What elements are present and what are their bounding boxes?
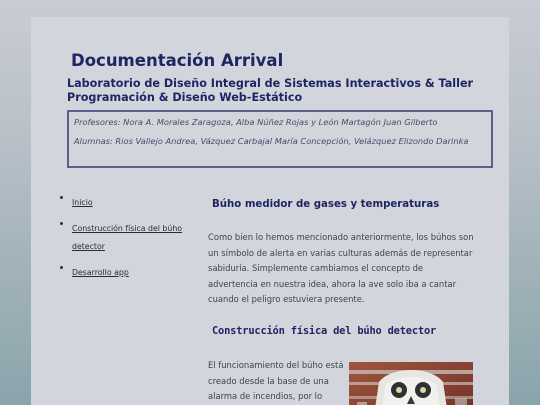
section-body-construccion: El funcionamiento del búho está creado desde la base de una alarma de incendios, por lo: [208, 360, 344, 401]
page-subtitle: Laboratorio de Diseño Integral de Sistemas Interactivos & Taller Programación & Diseño Web-Estático: [67, 77, 474, 104]
owl-photo-image: [349, 362, 473, 405]
bullet-icon: [60, 222, 63, 225]
credits-box: [67, 110, 493, 168]
nav-link-construccion[interactable]: Construcción física del búho detector: [72, 224, 183, 251]
section-body-buho: Como bien lo hemos mencionado anteriormente, los búhos son un símbolo de alerta en varias culturas además de representar sabiduría. Simplemente cambiamos el concepto de advertencia en nuestra idea, ahora la ave solo iba a cantar cuando el peligro estuviera presente.: [208, 232, 474, 304]
page-content: [31, 17, 509, 405]
nav-list: [56, 192, 196, 288]
professors-text: Profesores: Nora A. Morales Zaragoza, Alba Núñez Rojas y León Martagón Juan Gilberto: [74, 117, 438, 127]
bullet-icon: [60, 196, 63, 199]
students-text: Alumnas: Rios Vallejo Andrea, Vázquez Carbajal María Concepción, Velázquez Elizondo Darinka: [74, 136, 469, 146]
section-title-construccion: Construcción física del búho detector: [212, 325, 437, 337]
nav-item-construccion: [56, 218, 196, 254]
section-title-buho: Búho medidor de gases y temperaturas: [212, 199, 440, 210]
owl-detector-photo: [349, 362, 473, 405]
page-title: Documentación Arrival: [71, 51, 284, 70]
nav-link-desarrollo[interactable]: Desarrollo app: [72, 268, 129, 277]
bullet-icon: [60, 266, 63, 269]
nav-item-inicio: [56, 192, 196, 210]
nav-link-inicio[interactable]: Inicio: [72, 198, 93, 207]
nav-item-desarrollo: [56, 262, 196, 280]
